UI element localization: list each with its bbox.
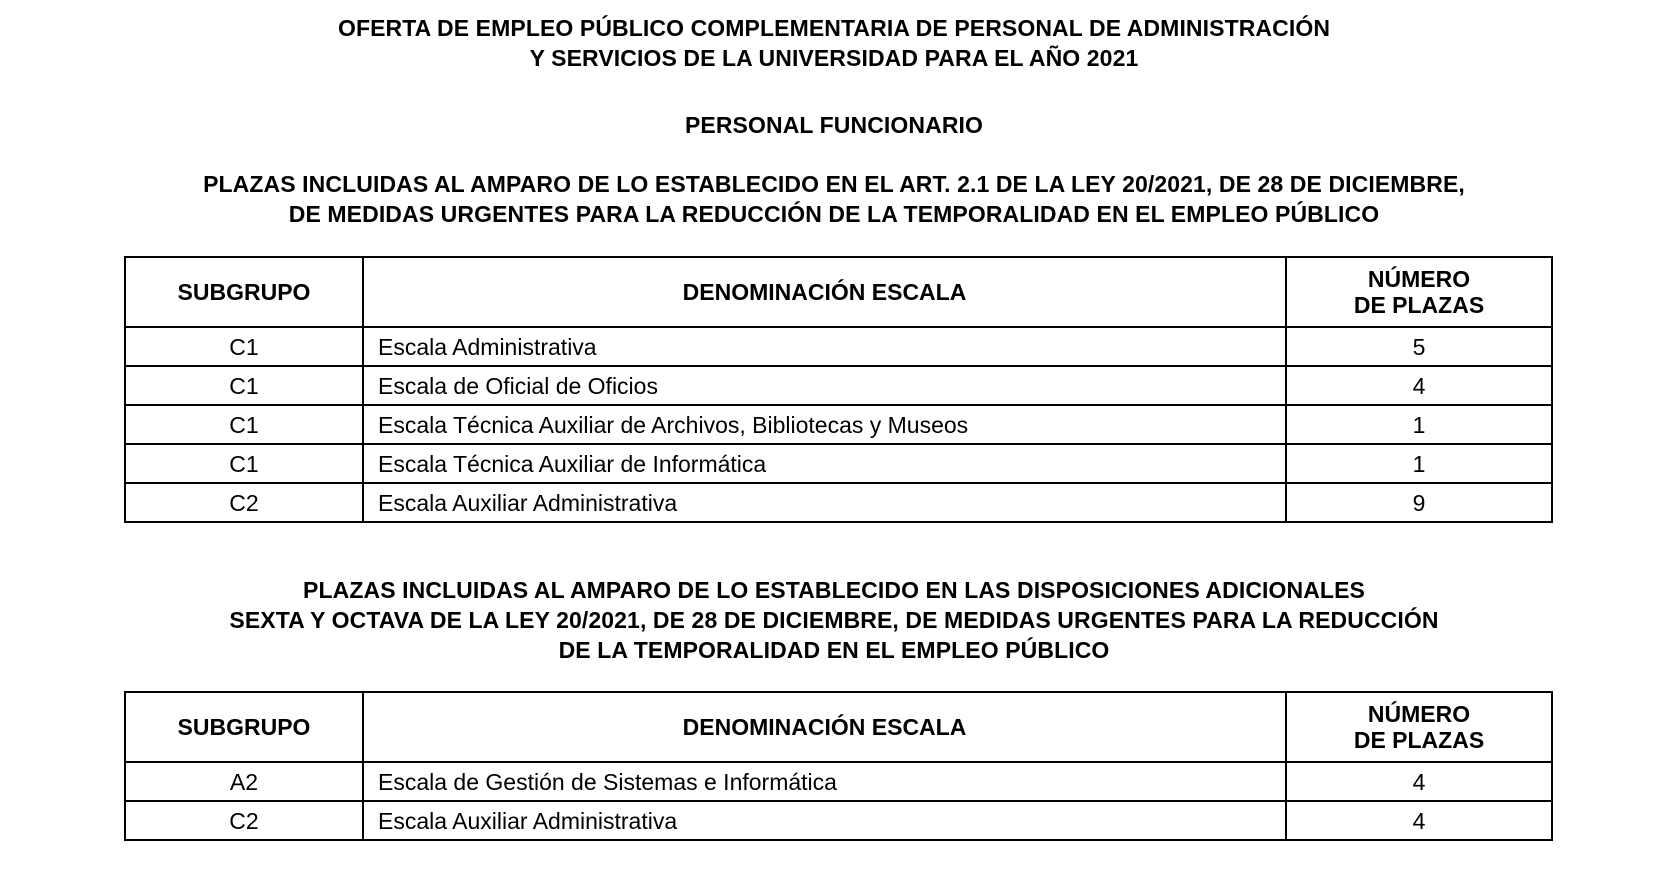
cell-subgrupo: C2 bbox=[125, 801, 363, 840]
cell-plazas: 4 bbox=[1286, 801, 1552, 840]
section2-table bbox=[124, 691, 1553, 841]
section-heading-line: DE MEDIDAS URGENTES PARA LA REDUCCIÓN DE LA TEMPORALIDAD EN EL EMPLEO PÚBLICO bbox=[288, 201, 1380, 227]
section-heading-line: PLAZAS INCLUIDAS AL AMPARO DE LO ESTABLECIDO EN LAS DISPOSICIONES ADICIONALES bbox=[303, 577, 1365, 603]
cell-subgrupo: A2 bbox=[125, 762, 363, 801]
section2-heading bbox=[0, 575, 1668, 665]
cell-subgrupo: C1 bbox=[125, 405, 363, 444]
header-denominacion: DENOMINACIÓN ESCALA bbox=[363, 257, 1286, 327]
header-denominacion: DENOMINACIÓN ESCALA bbox=[363, 692, 1286, 762]
section1-heading bbox=[0, 169, 1668, 229]
cell-subgrupo: C1 bbox=[125, 366, 363, 405]
section-heading-line: SEXTA Y OCTAVA DE LA LEY 20/2021, DE 28 DE DICIEMBRE, DE MEDIDAS URGENTES PARA LA REDUCCIÓN bbox=[229, 607, 1439, 633]
header-subgrupo: SUBGRUPO bbox=[125, 692, 363, 762]
table-row bbox=[125, 366, 1552, 405]
table-row bbox=[125, 762, 1552, 801]
section-heading-line: PLAZAS INCLUIDAS AL AMPARO DE LO ESTABLECIDO EN EL ART. 2.1 DE LA LEY 20/2021, DE 28 DE DICIEMBRE, bbox=[203, 171, 1465, 197]
header-numero-plazas: NÚMERO DE PLAZAS bbox=[1286, 692, 1552, 762]
cell-subgrupo: C1 bbox=[125, 327, 363, 366]
table-row bbox=[125, 801, 1552, 840]
cell-denominacion: Escala de Oficial de Oficios bbox=[363, 366, 1286, 405]
cell-plazas: 9 bbox=[1286, 483, 1552, 522]
cell-plazas: 1 bbox=[1286, 405, 1552, 444]
table-row bbox=[125, 483, 1552, 522]
cell-denominacion: Escala Técnica Auxiliar de Archivos, Bibliotecas y Museos bbox=[363, 405, 1286, 444]
section-heading-line: DE LA TEMPORALIDAD EN EL EMPLEO PÚBLICO bbox=[558, 637, 1110, 663]
cell-subgrupo: C2 bbox=[125, 483, 363, 522]
cell-denominacion: Escala Administrativa bbox=[363, 327, 1286, 366]
document-title-line: Y SERVICIOS DE LA UNIVERSIDAD PARA EL AÑO 2021 bbox=[529, 45, 1139, 71]
section1-table bbox=[124, 256, 1553, 523]
document-title-line: OFERTA DE EMPLEO PÚBLICO COMPLEMENTARIA DE PERSONAL DE ADMINISTRACIÓN bbox=[337, 15, 1331, 41]
document-title bbox=[0, 13, 1668, 73]
table-row bbox=[125, 405, 1552, 444]
table-header-row bbox=[125, 692, 1552, 762]
table-header-row bbox=[125, 257, 1552, 327]
cell-plazas: 4 bbox=[1286, 762, 1552, 801]
cell-denominacion: Escala Auxiliar Administrativa bbox=[363, 483, 1286, 522]
cell-subgrupo: C1 bbox=[125, 444, 363, 483]
cell-plazas: 1 bbox=[1286, 444, 1552, 483]
header-subgrupo: SUBGRUPO bbox=[125, 257, 363, 327]
header-numero-plazas: NÚMERO DE PLAZAS bbox=[1286, 257, 1552, 327]
cell-denominacion: Escala Auxiliar Administrativa bbox=[363, 801, 1286, 840]
table-row bbox=[125, 444, 1552, 483]
cell-plazas: 4 bbox=[1286, 366, 1552, 405]
cell-denominacion: Escala de Gestión de Sistemas e Informática bbox=[363, 762, 1286, 801]
table-row bbox=[125, 327, 1552, 366]
cell-plazas: 5 bbox=[1286, 327, 1552, 366]
document-subtitle: PERSONAL FUNCIONARIO bbox=[684, 112, 984, 138]
cell-denominacion: Escala Técnica Auxiliar de Informática bbox=[363, 444, 1286, 483]
